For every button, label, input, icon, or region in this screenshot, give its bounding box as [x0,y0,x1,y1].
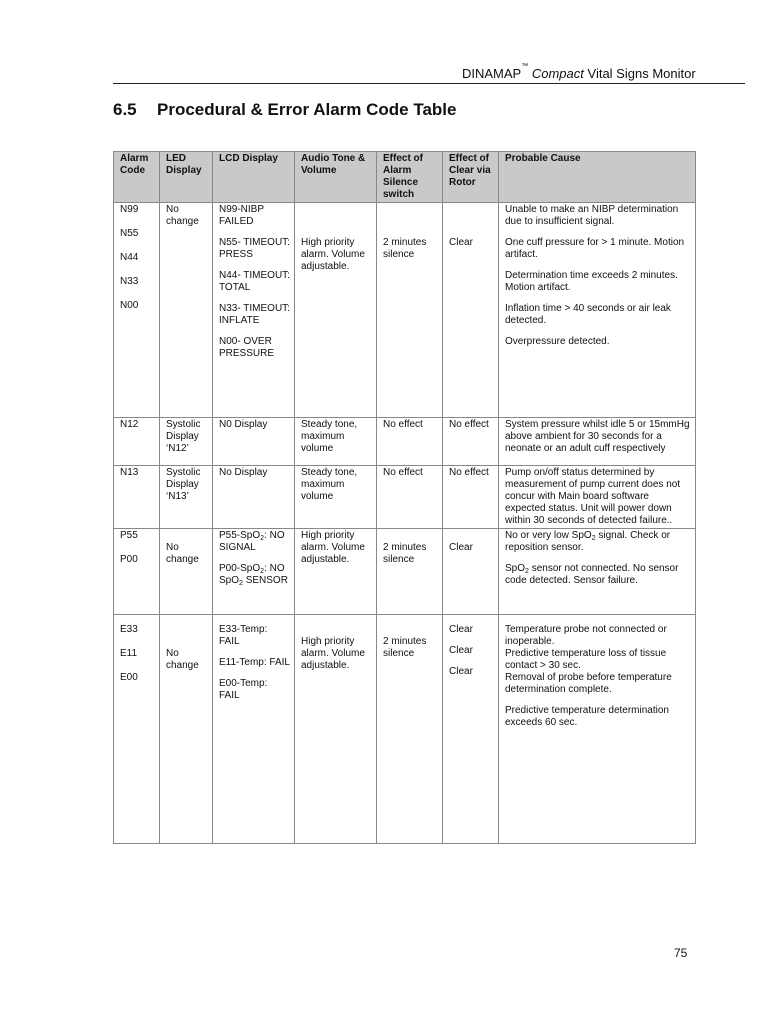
header-brand: DINAMAP [462,66,522,81]
table-row [114,466,696,529]
trademark-symbol: ™ [521,63,529,70]
alarm-code-table [113,151,696,844]
cause-cell: System pressure whilst idle 5 or 15mmHg above ambient for 30 seconds for a neonate or an adult cuff respectively [499,418,696,466]
audio-cell: Steady tone, maximum volume [295,418,377,466]
header-alarm-code: Alarm Code [114,152,160,203]
alarm-code-cell: N13 [114,466,160,529]
header-led-display: LED Display [160,152,213,203]
table-row [114,529,696,615]
silence-cell: 2 minutes silence [377,529,443,615]
lcd-display-cell [213,529,295,615]
header-model: Compact [531,66,584,81]
header-alarm-silence: Effect of Alarm Silence switch [377,152,443,203]
alarm-code-cell: E33 E11 E00 [114,615,160,844]
alarm-code-cell: N12 [114,418,160,466]
lcd-display-cell: N0 Display [213,418,295,466]
audio-cell: High priority alarm. Volume adjustable. [295,529,377,615]
audio-cell: Steady tone, maximum volume [295,466,377,529]
led-display-cell: No change [160,203,213,418]
lcd-display-cell: No Display [213,466,295,529]
cause-cell: Temperature probe not connected or inoperable. Predictive temperature loss of tissue contact > 30 sec. Removal of probe before temperature determination complete. Predictive temperature determination exceeds 60 sec. [499,615,696,844]
cause-cell [499,529,696,615]
alarm-code-cell: P55 P00 [114,529,160,615]
section-heading [113,100,456,120]
header-probable-cause: Probable Cause [499,152,696,203]
running-header [462,63,696,81]
lcd-display-cell: N99-NIBP FAILED N55- TIMEOUT: PRESS N44- TIMEOUT: TOTAL N33- TIMEOUT: INFLATE N00- OVER PRESSURE [213,203,295,418]
audio-cell: High priority alarm. Volume adjustable. [295,203,377,418]
cause-p55-text: No or very low SpO$_2$ signal. Check or reposition sensor. [505,530,671,553]
section-title: Procedural & Error Alarm Code Table [157,100,457,119]
led-display-cell: Systolic Display ‘N13’ [160,466,213,529]
page-number: 75 [674,946,688,960]
cause-p00-text: SpO$_2$ sensor not connected. No sensor code detected. Sensor failure. [505,563,679,586]
cause-cell: Pump on/off status determined by measurement of pump current does not concur with Main board software expected status. Unit will power down within 30 seconds of detected failure.. [499,466,696,529]
silence-cell: 2 minutes silence [377,615,443,844]
header-audio-tone: Audio Tone & Volume [295,152,377,203]
clear-cell: Clear Clear Clear [443,615,499,844]
table-row [114,418,696,466]
led-display-cell: No change [160,615,213,844]
clear-cell: Clear [443,529,499,615]
header-clear-rotor: Effect of Clear via Rotor [443,152,499,203]
clear-cell: Clear [443,203,499,418]
alarm-code-cell: N99 N55 N44 N33 N00 [114,203,160,418]
led-display-cell: Systolic Display ‘N12’ [160,418,213,466]
header-rule [113,83,745,84]
silence-cell: No effect [377,466,443,529]
led-display-cell: No change [160,529,213,615]
section-number: 6.5 [113,100,137,119]
clear-cell: No effect [443,418,499,466]
lcd-p00-text: P00-SpO$_2$: NO SpO$_2$ SENSOR [219,563,288,587]
cause-cell: Unable to make an NIBP determination due to insufficient signal. One cuff pressure for > 1 minute. Motion artifact. Determination time exceeds 2 minutes. Motion artifact. Inflation time > 40 seconds or air leak detected. Overpressure detected. [499,203,696,418]
lcd-p55-text: P55-SpO$_2$: NO SIGNAL [219,530,285,553]
lcd-display-cell: E33-Temp: FAIL E11-Temp: FAIL E00-Temp: FAIL [213,615,295,844]
header-product: Vital Signs Monitor [587,66,696,81]
table-row [114,615,696,844]
audio-cell: High priority alarm. Volume adjustable. [295,615,377,844]
header-lcd-display: LCD Display [213,152,295,203]
clear-cell: No effect [443,466,499,529]
silence-cell: 2 minutes silence [377,203,443,418]
silence-cell: No effect [377,418,443,466]
table-row [114,203,696,418]
table-header-row [114,152,696,203]
